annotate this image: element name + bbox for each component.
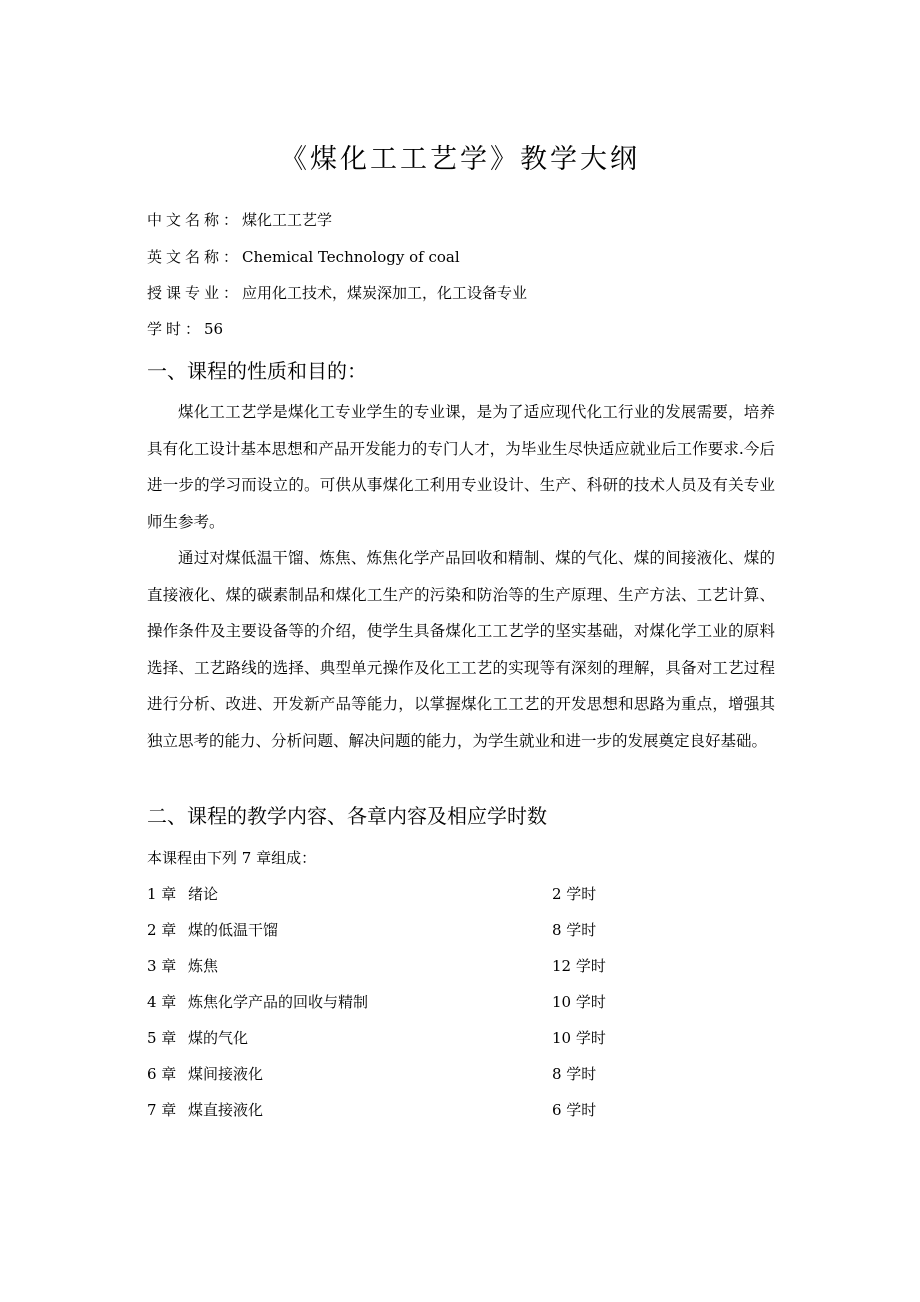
section1-paragraph-1: 煤化工工艺学是煤化工专业学生的专业课，是为了适应现代化工行业的发展需要，培养具有化工设计基本思想和产品开发能力的专门人才，为毕业生尽快适应就业后工作要求.今后进一步的学习而设立的。可供从事煤化工利用专业设计、生产、科研的技术人员及有关专业师生参考。 (147, 403, 775, 531)
chapter-row (147, 917, 647, 943)
chapter-hours: 10 学时 (552, 993, 606, 1011)
chapter-list-intro: 本课程由下列 7 章组成： (147, 849, 317, 867)
chapter-hours: 8 学时 (552, 921, 597, 939)
chapter-number: 2 章 (147, 921, 177, 939)
chapter-number: 3 章 (147, 957, 177, 975)
meta-chinese-name (147, 208, 332, 232)
section1-heading: 一、课程的性质和目的： (147, 359, 367, 383)
chapter-hours: 8 学时 (552, 1065, 597, 1083)
meta-english-name (147, 245, 460, 269)
chapter-hours: 6 学时 (552, 1101, 597, 1119)
meta-major-value: 应用化工技术，煤炭深加工，化工设备专业 (242, 284, 528, 302)
chapter-number: 4 章 (147, 993, 177, 1011)
chapter-name: 炼焦化学产品的回收与精制 (188, 993, 369, 1011)
chapter-row (147, 1025, 647, 1051)
chapter-row (147, 1097, 647, 1123)
chapter-name: 煤的气化 (188, 1029, 249, 1047)
meta-hours-value: 56 (204, 320, 224, 338)
chapter-name: 煤的低温干馏 (188, 921, 279, 939)
chapter-hours: 12 学时 (552, 957, 606, 975)
chapter-name: 炼焦 (188, 957, 219, 975)
meta-major (147, 281, 527, 305)
chapter-row (147, 881, 647, 907)
chapter-hours: 10 学时 (552, 1029, 606, 1047)
chapter-name: 绪论 (188, 885, 219, 903)
section2-heading: 二、课程的教学内容、各章内容及相应学时数 (147, 804, 547, 828)
meta-chinese-name-value: 煤化工工艺学 (242, 211, 333, 229)
document-title: 《煤化工工艺学》教学大纲 (280, 144, 640, 175)
section1-paragraph-2: 通过对煤低温干馏、炼焦、炼焦化学产品回收和精制、煤的气化、煤的间接液化、煤的直接液化、煤的碳素制品和煤化工生产的污染和防治等的生产原理、生产方法、工艺计算、操作条件及主要设备等的介绍，使学生具备煤化工工艺学的坚实基础，对煤化学工业的原料选择、工艺路线的选择、典型单元操作及化工工艺的实现等有深刻的理解，具备对工艺过程进行分析、改进、开发新产品等能力，以掌握煤化工工艺的开发思想和思路为重点，增强其独立思考的能力、分析问题、解决问题的能力，为学生就业和进一步的发展奠定良好基础。 (147, 549, 775, 750)
chapter-hours: 2 学时 (552, 885, 597, 903)
meta-major-label: 授课专业： (147, 284, 243, 302)
chapter-row (147, 989, 647, 1015)
chapter-number: 5 章 (147, 1029, 177, 1047)
chapter-number: 7 章 (147, 1101, 177, 1119)
chapter-number: 1 章 (147, 885, 177, 903)
chapter-number: 6 章 (147, 1065, 177, 1083)
meta-hours-label: 学时： (147, 320, 205, 338)
meta-chinese-name-label: 中文名称： (147, 211, 243, 229)
chapter-name: 煤间接液化 (188, 1065, 264, 1083)
meta-english-name-label: 英文名称： (147, 248, 243, 266)
chapter-row (147, 953, 647, 979)
chapter-row (147, 1061, 647, 1087)
chapter-name: 煤直接液化 (188, 1101, 264, 1119)
meta-english-name-value: Chemical Technology of coal (242, 248, 460, 266)
meta-hours (147, 317, 223, 341)
